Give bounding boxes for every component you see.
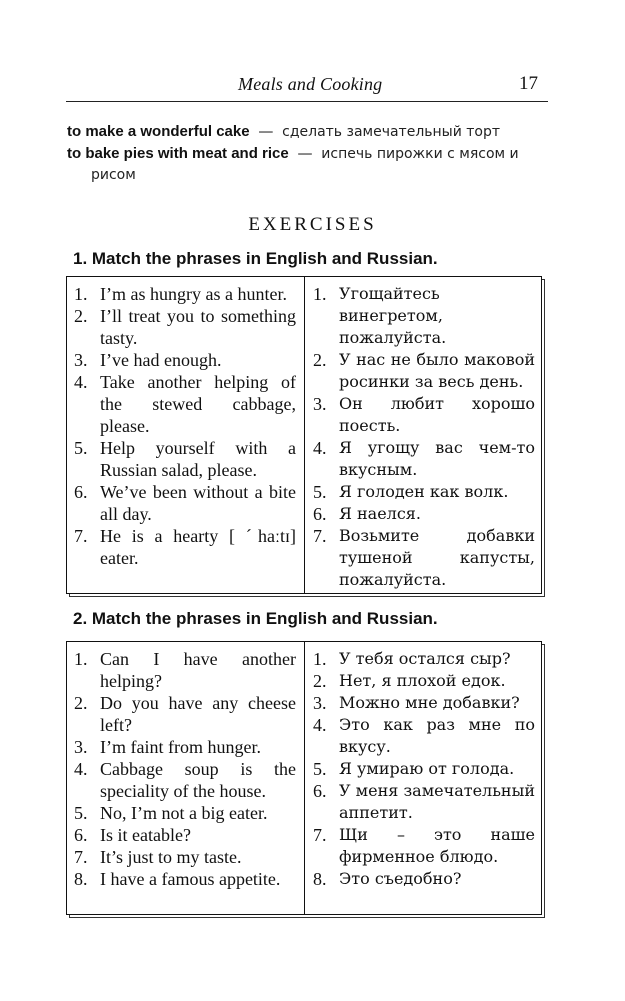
phrase-text: Do you have any cheese left?: [100, 693, 296, 735]
vocab-english: to bake pies with meat and rice: [67, 145, 289, 162]
phrase-text: Угощайтесь винегретом, пожалуйста.: [339, 284, 447, 347]
phrase-number: 1.: [313, 649, 327, 669]
running-title: Meals and Cooking: [238, 74, 383, 94]
vocab-entry: to make a wonderful cake — сделать замечательный торт: [67, 122, 501, 140]
phrase-text: Я наелся.: [339, 504, 421, 523]
phrase-number: 2.: [74, 693, 88, 713]
vocab-russian: испечь пирожки с мясом и: [321, 146, 519, 162]
phrase-item: [74, 283, 296, 305]
exercise-2-table: [66, 641, 542, 915]
phrase-item: [313, 758, 535, 780]
phrase-text: У нас не было маковой росинки за весь день.: [339, 350, 535, 391]
phrase-item: [313, 670, 535, 692]
phrase-item: [74, 824, 296, 846]
phrase-item: [74, 736, 296, 758]
phrase-number: 4.: [74, 759, 88, 779]
phrase-text: Он любит хорошо поесть.: [339, 394, 535, 435]
phrase-item: [74, 481, 296, 525]
phrase-text: I’ll treat you to something tasty.: [100, 306, 296, 348]
header-rule: [66, 101, 548, 102]
phrase-item: [313, 692, 535, 714]
phrase-item: [74, 758, 296, 802]
vocab-russian: сделать замечательный торт: [282, 124, 501, 140]
phrase-item: [313, 525, 535, 591]
phrase-number: 3.: [74, 737, 88, 757]
vocab-english: to make a wonderful cake: [67, 123, 250, 140]
phrase-item: [313, 393, 535, 437]
phrase-number: 3.: [313, 394, 327, 414]
phrase-number: 3.: [74, 350, 88, 370]
phrase-number: 4.: [313, 715, 327, 735]
phrase-number: 6.: [74, 825, 88, 845]
phrase-item: [74, 349, 296, 371]
phrase-text: Возьмите добавки тушеной капусты, пожалуйста.: [339, 526, 535, 589]
vocabulary-list: [67, 121, 557, 186]
phrase-number: 4.: [74, 372, 88, 392]
phrase-text: I’ve had enough.: [100, 350, 222, 370]
phrase-number: 7.: [313, 526, 327, 546]
phrase-item: [74, 437, 296, 481]
phrase-text: Это съедобно?: [339, 869, 462, 888]
phrase-text: Я угощу вас чем-то вкусным.: [339, 438, 535, 479]
phrase-text: Я голоден как волк.: [339, 482, 509, 501]
phrase-item: [74, 525, 296, 569]
phrase-text: I’m as hungry as a hunter.: [100, 284, 287, 304]
phrase-number: 6.: [74, 482, 88, 502]
exercise-1-title: 1. Match the phrases in English and Russian.: [73, 249, 438, 268]
phrase-item: [313, 349, 535, 393]
phrase-item: [74, 305, 296, 349]
phrase-number: 4.: [313, 438, 327, 458]
phrase-item: [313, 503, 535, 525]
phrase-item: [74, 868, 296, 890]
phrase-item: [313, 824, 535, 868]
phrase-number: 7.: [74, 526, 88, 546]
phrase-text: У тебя остался сыр?: [339, 649, 511, 668]
phrase-number: 6.: [313, 504, 327, 524]
exercise-2-title: 2. Match the phrases in English and Russian.: [73, 609, 438, 628]
phrase-number: 5.: [313, 482, 327, 502]
phrase-text: It’s just to my taste.: [100, 847, 242, 867]
phrase-text: Я умираю от голода.: [339, 759, 515, 778]
phrase-number: 1.: [313, 284, 327, 304]
russian-column: [305, 642, 541, 914]
page-number: 17: [519, 73, 538, 94]
phrase-text: No, I’m not a big eater.: [100, 803, 268, 823]
phrase-text: Cabbage soup is the speciality of the house.: [100, 759, 296, 801]
phrase-number: 8.: [313, 869, 327, 889]
phrase-number: 6.: [313, 781, 327, 801]
phrase-number: 7.: [74, 847, 88, 867]
phrase-text: Is it eatable?: [100, 825, 191, 845]
section-title: EXERCISES: [248, 214, 377, 235]
phrase-text: We’ve been without a bite all day.: [100, 482, 296, 524]
phrase-number: 2.: [313, 350, 327, 370]
phrase-number: 3.: [313, 693, 327, 713]
vocab-entry: to bake pies with meat and rice — испечь пирожки с мясом и рисом: [67, 143, 557, 186]
phrase-text: He is a hearty [ ˊhaːtɪ] eater.: [100, 526, 296, 568]
phrase-text: Можно мне добавки?: [339, 693, 520, 712]
english-column: [67, 642, 305, 914]
phrase-text: Can I have another helping?: [100, 649, 296, 691]
vocab-russian-continued: рисом: [91, 167, 136, 183]
phrase-item: [313, 437, 535, 481]
phrase-item: [313, 780, 535, 824]
phrase-item: [74, 371, 296, 437]
phrase-number: 2.: [313, 671, 327, 691]
phrase-number: 7.: [313, 825, 327, 845]
phrase-number: 5.: [74, 438, 88, 458]
phrase-text: Нет, я плохой едок.: [339, 671, 506, 690]
phrase-text: У меня замечательный аппетит.: [339, 781, 535, 822]
exercise-1-table: [66, 276, 542, 594]
phrase-text: Щи – это наше фирменное блюдо.: [339, 825, 535, 866]
phrase-number: 1.: [74, 649, 88, 669]
phrase-number: 1.: [74, 284, 88, 304]
phrase-number: 5.: [313, 759, 327, 779]
phrase-number: 8.: [74, 869, 88, 889]
phrase-item: [74, 692, 296, 736]
phrase-item: [74, 648, 296, 692]
phrase-item: [313, 648, 535, 670]
phrase-text: Help yourself with a Russian salad, please.: [100, 438, 296, 480]
phrase-item: [74, 802, 296, 824]
phrase-item: [313, 868, 535, 890]
english-column: [67, 277, 305, 593]
phrase-text: I have a famous appetite.: [100, 869, 281, 889]
phrase-item: [313, 283, 535, 349]
phrase-text: Take another helping of the stewed cabbage, please.: [100, 372, 296, 436]
phrase-number: 2.: [74, 306, 88, 326]
russian-column: [305, 277, 541, 593]
phrase-item: [313, 481, 535, 503]
phrase-text: Это как раз мне по вкусу.: [339, 715, 535, 756]
phrase-item: [74, 846, 296, 868]
phrase-text: I’m faint from hunger.: [100, 737, 261, 757]
phrase-item: [313, 714, 535, 758]
phrase-number: 5.: [74, 803, 88, 823]
